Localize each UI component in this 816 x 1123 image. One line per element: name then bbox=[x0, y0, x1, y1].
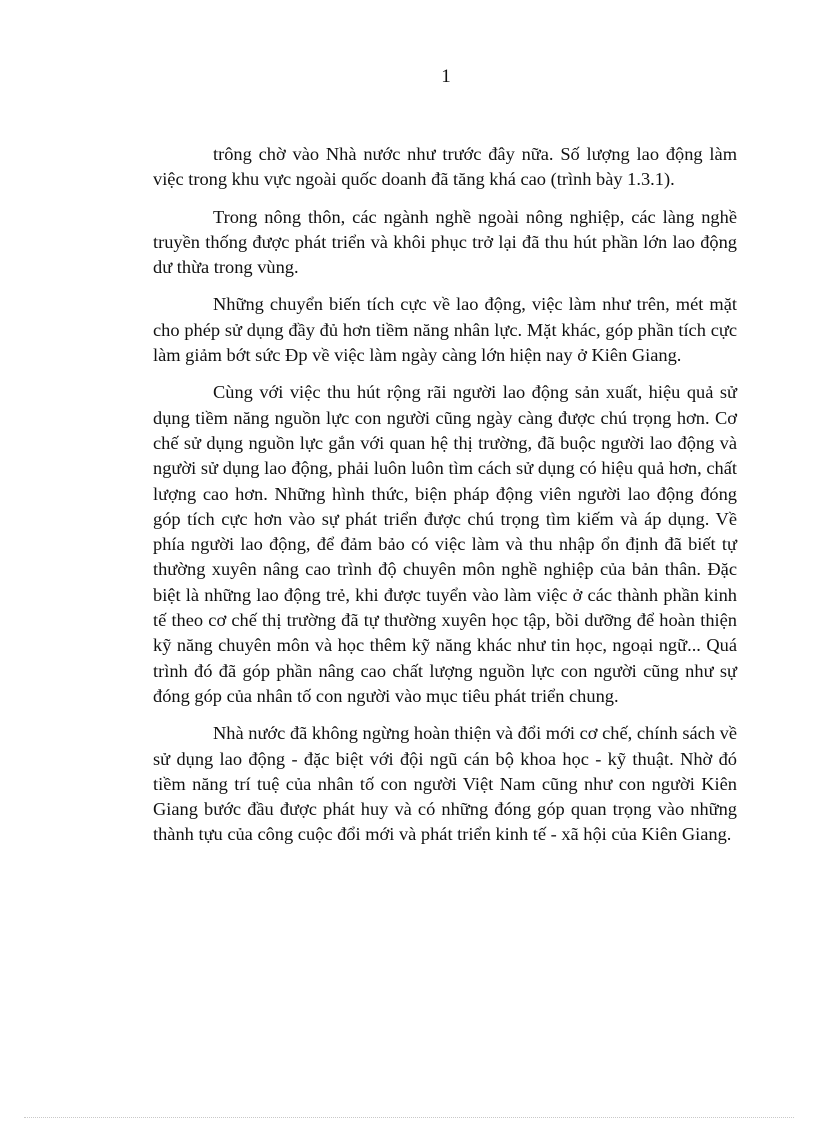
paragraph-rural-employment: Trong nông thôn, các ngành nghề ngoài nông nghiệp, các làng nghề truyền thống được phát triển và khôi phục trở lại đã thu hút phần lớn lao động dư thừa trong vùng. bbox=[153, 206, 737, 278]
paragraph-continued: trông chờ vào Nhà nước như trước đây nữa. Số lượng lao động làm việc trong khu vực ngoài quốc doanh đã tăng khá cao (trình bày 1.3.1). bbox=[153, 144, 737, 190]
page-bottom-divider bbox=[24, 1117, 794, 1118]
paragraph-positive-changes: Những chuyển biến tích cực về lao động, việc làm như trên, mét mặt cho phép sử dụng đầy đủ hơn tiềm năng nhân lực. Mặt khác, góp phần tích cực làm giảm bớt sức Ðp về việc làm ngày càng lớn hiện nay ở Kiên Giang. bbox=[153, 294, 737, 366]
paragraph-resource-efficiency: Cùng với việc thu hút rộng rãi người lao động sản xuất, hiệu quả sử dụng tiềm năng nguồn lực con người cũng ngày càng được chú trọng hơn. Cơ chế sử dụng nguồn lực gắn với quan hệ thị trường, đã buộc người lao động và người sử dụng lao động, phải luôn luôn tìm cách sử dụng có hiệu quả hơn, chất lượng cao hơn. Những hình thức, biện pháp động viên người lao động đóng góp tích cực hơn vào sự phát triển được chú trọng tìm kiếm và áp dụng. Về phía người lao động, để đảm bảo có việc làm và thu nhập ổn định đã biết tự thường xuyên nâng cao trình độ chuyên môn nghề nghiệp của bản thân. Đặc biệt là những lao động trẻ, khi được tuyển vào làm việc ở các thành phần kinh tế theo cơ chế thị trường đã tự thường xuyên học tập, bồi dưỡng để hoàn thiện kỹ năng chuyên môn và học thêm kỹ năng khác như tin học, ngoại ngữ... Quá trình đó đã góp phần nâng cao chất lượng nguồn lực con người cũng như sự đóng góp của nhân tố con người vào mục tiêu phát triển chung. bbox=[153, 382, 737, 706]
document-body bbox=[153, 142, 737, 860]
paragraph-state-policy: Nhà nước đã không ngừng hoàn thiện và đổi mới cơ chế, chính sách về sử dụng lao động - đặc biệt với đội ngũ cán bộ khoa học - kỹ thuật. Nhờ đó tiềm năng trí tuệ của nhân tố con người Việt Nam cũng như con người Kiên Giang bước đầu được phát huy và có những đóng góp quan trọng vào những thành tựu của công cuộc đổi mới và phát triển kinh tế - xã hội của Kiên Giang. bbox=[153, 723, 737, 845]
page-number: 1 bbox=[441, 66, 451, 87]
